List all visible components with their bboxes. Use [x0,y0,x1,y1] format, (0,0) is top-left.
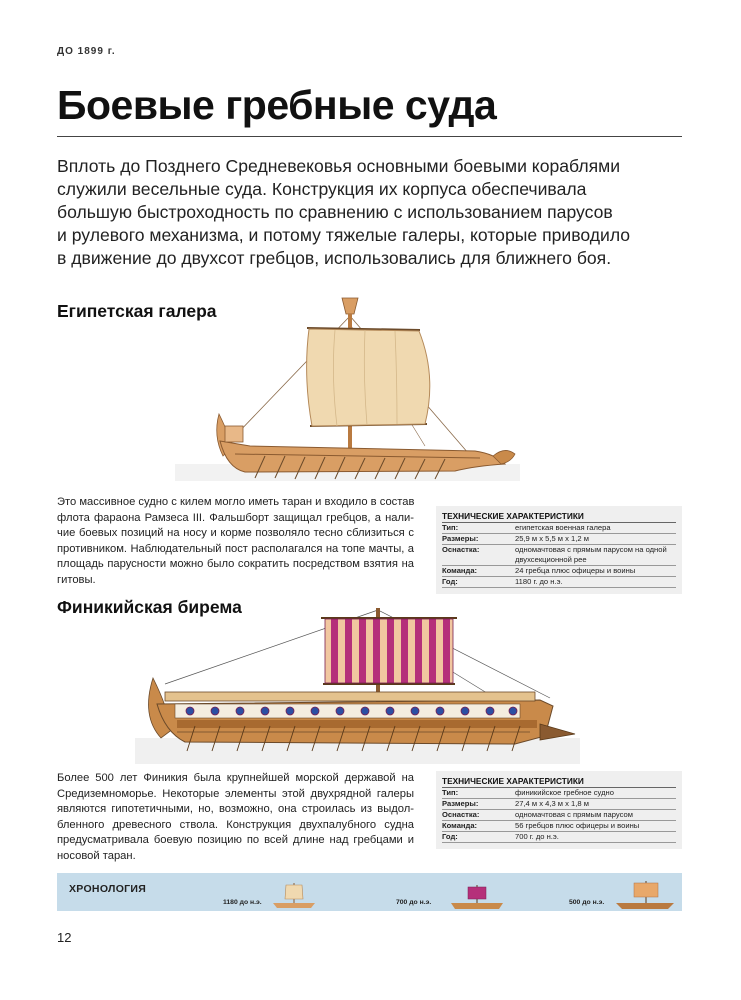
page-title: Боевые гребные суда [57,82,497,128]
lead-line: и рулевого механизма, и потому тяжелые галеры, которые приводило [57,225,631,245]
spec-value: 25,9 м х 5,5 м х 1,2 м [515,534,589,543]
spec-value: 27,4 м х 4,3 м х 1,8 м [515,799,589,808]
spec-value: 1180 г. до н.э. [515,577,563,586]
spec-row [442,545,676,566]
spec-value: 700 г. до н.э. [515,832,559,841]
body-line: Более 500 лет Финикия была крупнейшей морской державой на [57,772,414,784]
phoenician-bireme-specs [436,771,682,849]
spec-key: Размеры: [442,534,479,543]
page-number: 12 [57,930,72,945]
specs-title: ТЕХНИЧЕСКИЕ ХАРАКТЕРИСТИКИ [442,776,676,788]
chronology-date: 1180 до н.э. [223,899,262,906]
chronology-label: ХРОНОЛОГИЯ [69,883,147,895]
lead-line: Вплоть до Позднего Средневековья основными боевыми кораблями [57,156,621,176]
spec-row [442,577,676,588]
body-line: гитовы. [57,573,96,586]
spec-key: Команда: [442,566,478,575]
phoenician-bireme-description [57,771,414,865]
spec-value: египетская военная галера [515,523,611,532]
body-line: Средиземноморье. Некоторые элементы этой двухрядной галеры [57,787,414,800]
egyptian-galley-specs [436,506,682,594]
lead-paragraph [57,155,687,270]
spec-key: Команда: [442,821,478,830]
spec-row [442,566,676,577]
chronology-date: 500 до н.э. [569,899,605,906]
spec-key: Размеры: [442,799,479,808]
spec-key: Год: [442,832,458,841]
phoenician-bireme-thumbnail [447,883,507,911]
specs-title: ТЕХНИЧЕСКИЕ ХАРАКТЕРИСТИКИ [442,511,676,523]
spec-row [442,832,676,843]
section-heading-egyptian-galley: Египетская галера [57,301,217,321]
body-line: флота фараона Рамзеса III. Фальшборт защищал гребцов, а нали- [57,511,414,524]
spec-row [442,788,676,799]
spec-value: одномачтовая с прямым парусом на одной двухсекционной рее [515,545,667,564]
body-line: Это массивное судно с килем могло иметь таран и входило в состав [57,496,415,508]
spec-value: 56 гребцов плюс офицеры и воины [515,821,640,830]
body-line: являются гипотетичными, но, возможно, она строилась из выдол- [57,803,414,816]
spec-key: Оснастка: [442,545,480,554]
galley-thumbnail [612,879,678,911]
egyptian-galley-description [57,495,414,589]
spec-key: Тип: [442,523,459,532]
egyptian-galley-thumbnail [269,881,319,911]
spec-row [442,534,676,545]
spec-value: финикийское гребное судно [515,788,614,797]
body-line: противником. Наблюдательный пост располагался на топе мачты, а [57,542,414,555]
body-line: предусматривала боевую позицию по всей длине над гребцами и [57,834,414,847]
title-rule [57,136,682,137]
body-line: бленного древесного ствола. Конструкция двухпалубного судна [57,818,414,831]
body-line: носовой таран. [57,849,136,862]
lead-line: большую быстроходность по сравнению с использованием парусов [57,202,613,222]
spec-value: одномачтовая с прямым парусом [515,810,633,819]
lead-line: служили весельные суда. Конструкция их корпуса обеспечивала [57,179,587,199]
spec-key: Год: [442,577,458,586]
spec-row [442,799,676,810]
chronology-strip [57,873,682,911]
body-line: чие боевых позиций на носу и корме позволяло тесно сблизиться с [57,527,414,540]
spec-row [442,523,676,534]
spec-key: Оснастка: [442,810,480,819]
spec-key: Тип: [442,788,459,797]
spec-value: 24 гребца плюс офицеры и воины [515,566,636,575]
section-heading-phoenician-bireme: Финикийская бирема [57,597,242,617]
spec-row [442,810,676,821]
egyptian-galley-illustration [175,296,520,481]
chronology-date: 700 до н.э. [396,899,432,906]
lead-line: в движение до двухсот гребцов, использовались для ближнего боя. [57,248,612,268]
era-label: ДО 1899 г. [57,46,116,57]
spec-row [442,821,676,832]
body-line: площадь парусности можно было сократить посредством взятия на [57,558,414,571]
phoenician-bireme-illustration [135,606,580,764]
